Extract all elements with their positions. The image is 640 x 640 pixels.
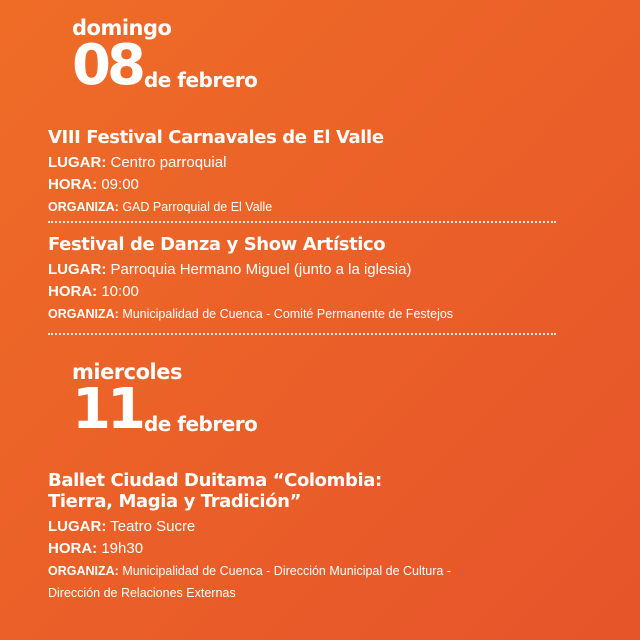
event-hora — [48, 174, 568, 196]
event-card — [48, 127, 568, 218]
organiza-label: ORGANIZA: — [48, 564, 119, 578]
event-organiza — [48, 560, 568, 582]
organiza-label: ORGANIZA: — [48, 200, 119, 214]
date-header-day-2 — [72, 360, 258, 442]
event-card — [48, 470, 568, 604]
organiza-value: GAD Parroquial de El Valle — [122, 200, 273, 214]
organiza-value-line-2: Dirección de Relaciones Externas — [48, 586, 236, 600]
day-number: 08 — [72, 33, 142, 98]
event-hora — [48, 538, 568, 560]
event-title-line-1: Ballet Ciudad Duitama “Colombia: — [48, 470, 382, 491]
event-title: VIII Festival Carnavales de El Valle — [48, 127, 384, 148]
event-organiza — [48, 196, 568, 218]
hora-label: HORA: — [48, 176, 98, 193]
event-title: Festival de Danza y Show Artístico — [48, 234, 386, 255]
event-lugar — [48, 152, 568, 174]
date-row — [72, 33, 258, 98]
hora-value: 19h30 — [101, 540, 144, 557]
event-organiza — [48, 303, 568, 325]
dotted-divider — [48, 221, 556, 223]
lugar-label: LUGAR: — [48, 518, 107, 535]
organiza-value-line-1: Municipalidad de Cuenca - Dirección Municipal de Cultura - — [122, 564, 451, 578]
month-label: de febrero — [143, 412, 258, 437]
event-title — [48, 470, 568, 512]
lugar-label: LUGAR: — [48, 154, 107, 171]
date-row — [72, 377, 258, 442]
hora-value: 09:00 — [101, 176, 139, 193]
hora-label: HORA: — [48, 540, 98, 557]
lugar-value: Centro parroquial — [110, 154, 227, 171]
event-organiza-continued — [48, 582, 568, 604]
weekday-label: domingo — [72, 16, 172, 40]
event-lugar — [48, 259, 568, 281]
organiza-label: ORGANIZA: — [48, 307, 119, 321]
month-label: de febrero — [143, 68, 258, 93]
day-number: 11 — [72, 377, 142, 442]
event-hora — [48, 281, 568, 303]
dotted-divider — [48, 333, 556, 335]
weekday-label: miercoles — [72, 360, 182, 384]
date-header-day-1 — [72, 16, 258, 98]
event-card — [48, 234, 568, 325]
lugar-value: Teatro Sucre — [110, 518, 196, 535]
lugar-value: Parroquia Hermano Miguel (junto a la iglesia) — [110, 261, 412, 278]
hora-value: 10:00 — [101, 283, 139, 300]
lugar-label: LUGAR: — [48, 261, 107, 278]
hora-label: HORA: — [48, 283, 98, 300]
event-lugar — [48, 516, 568, 538]
event-title-line-2: Tierra, Magia y Tradición” — [48, 491, 302, 512]
organiza-value: Municipalidad de Cuenca - Comité Permanente de Festejos — [122, 307, 454, 321]
